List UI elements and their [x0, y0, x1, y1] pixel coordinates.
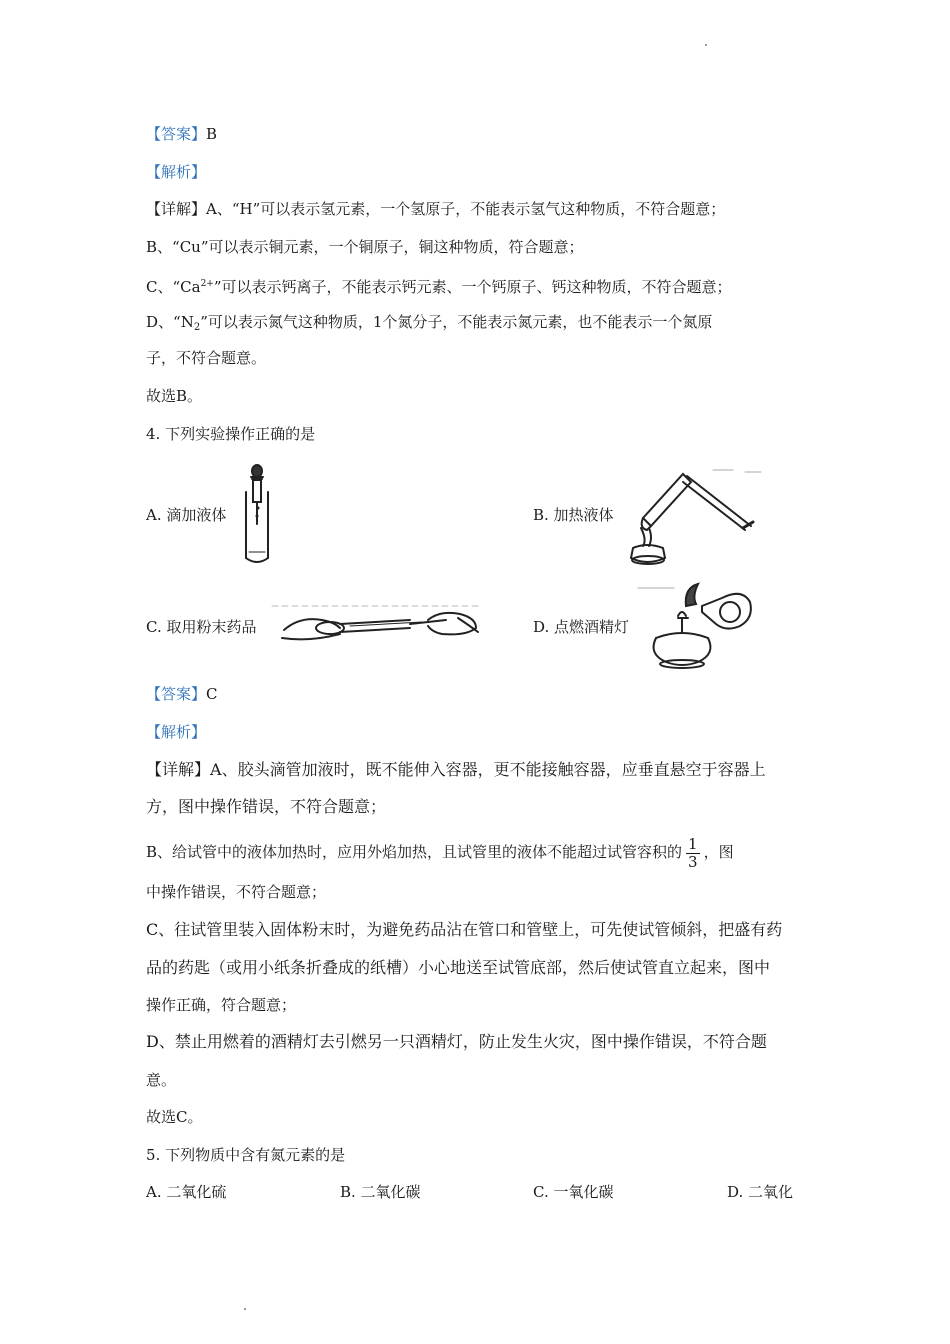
q5-option-b: B. 二氧化碳 — [340, 1183, 421, 1201]
detail-q4-d1: D、禁止用燃着的酒精灯去引燃另一只酒精灯，防止发生火灾，图中操作错误，不符合题 — [146, 1032, 767, 1051]
answer-value: C — [206, 685, 218, 703]
powder-in-test-tube-figure — [270, 600, 484, 646]
detail-q4-c2: 品的药匙（或用小纸条折叠成的纸槽）小心地送至试管底部，然后使试管直立起来，图中 — [146, 958, 771, 977]
detail-q4-a2: 方，图中操作错误，不符合题意； — [146, 797, 387, 816]
q5-option-d: D. 二氧化 — [727, 1183, 794, 1201]
detail-q4-c1: C、往试管里装入固体粉末时，为避免药品沾在管口和管壁上，可先使试管倾斜，把盛有药 — [146, 920, 783, 939]
q4-option-c: C. 取用粉末药品 — [146, 618, 257, 636]
q4-option-b: B. 加热液体 — [533, 506, 614, 524]
q5-option-a: A. 二氧化硫 — [146, 1183, 227, 1201]
detail-text: A、“H”可以表示氢元素，一个氢原子，不能表示氢气这种物质，不符合题意； — [206, 200, 726, 218]
b1-pre: B、给试管中的液体加热时，应用外焰加热，且试管里的液体不能超过试管容积的 — [146, 843, 683, 861]
conclusion-q4: 故选C。 — [146, 1108, 203, 1126]
question4-stem: 4. 下列实验操作正确的是 — [146, 425, 316, 443]
scan-speck — [244, 1308, 246, 1310]
fraction-one-third — [686, 836, 700, 871]
q4-option-d: D. 点燃酒精灯 — [533, 618, 630, 636]
line3-post: ”可以表示钙离子，不能表示钙元素、一个钙原子、钙这种物质，不符合题意； — [213, 278, 732, 296]
detail-q3-line4 — [146, 312, 712, 338]
detail-text: A、胶头滴管加液时，既不能伸入容器，更不能接触容器，应垂直悬空于容器上 — [210, 760, 766, 779]
answer-label: 【答案】 — [146, 125, 207, 143]
heating-liquid-figure — [625, 462, 765, 568]
answer-q3 — [146, 124, 217, 144]
ion-charge: 2+ — [200, 279, 214, 289]
scan-speck — [705, 44, 707, 46]
subscript-2: 2 — [193, 322, 201, 333]
line3-pre: C、“Ca — [146, 278, 201, 296]
lighting-alcohol-lamp-figure — [626, 578, 756, 672]
detail-q3-line1 — [146, 199, 725, 219]
conclusion-q3: 故选B。 — [146, 387, 203, 405]
detail-q3-line2: B、“Cu”可以表示铜元素，一个铜原子，铜这种物质，符合题意； — [146, 238, 584, 256]
detail-q3-line5: 子，不符合题意。 — [146, 349, 267, 367]
detail-q4-b1 — [146, 832, 734, 872]
analysis-label-q3: 【解析】 — [146, 163, 207, 181]
question5-stem: 5. 下列物质中含有氮元素的是 — [146, 1146, 346, 1164]
fraction-numerator: 1 — [688, 834, 698, 853]
line4-pre: D、“N — [146, 313, 194, 331]
detail-q3-line3 — [146, 274, 732, 297]
analysis-label-q4: 【解析】 — [146, 723, 207, 741]
line4-post: ”可以表示氮气这种物质，1个氮分子，不能表示氮元素，也不能表示一个氮原 — [200, 313, 713, 331]
detail-q4-a1 — [146, 760, 766, 780]
detail-q4-b2: 中操作错误，不符合题意； — [146, 883, 327, 901]
q4-option-a: A. 滴加液体 — [146, 506, 227, 524]
answer-label: 【答案】 — [146, 685, 207, 703]
b1-post: ，图 — [703, 843, 734, 861]
detail-q4-d2: 意。 — [146, 1071, 177, 1089]
detail-label: 【详解】 — [146, 760, 211, 779]
q5-option-c: C. 一氧化碳 — [533, 1183, 614, 1201]
answer-q4 — [146, 684, 218, 704]
dropper-figure — [240, 462, 284, 568]
detail-label: 【详解】 — [146, 200, 207, 218]
detail-q4-c3: 操作正确，符合题意； — [146, 996, 297, 1014]
answer-value: B — [206, 125, 218, 143]
fraction-denominator: 3 — [688, 852, 698, 871]
